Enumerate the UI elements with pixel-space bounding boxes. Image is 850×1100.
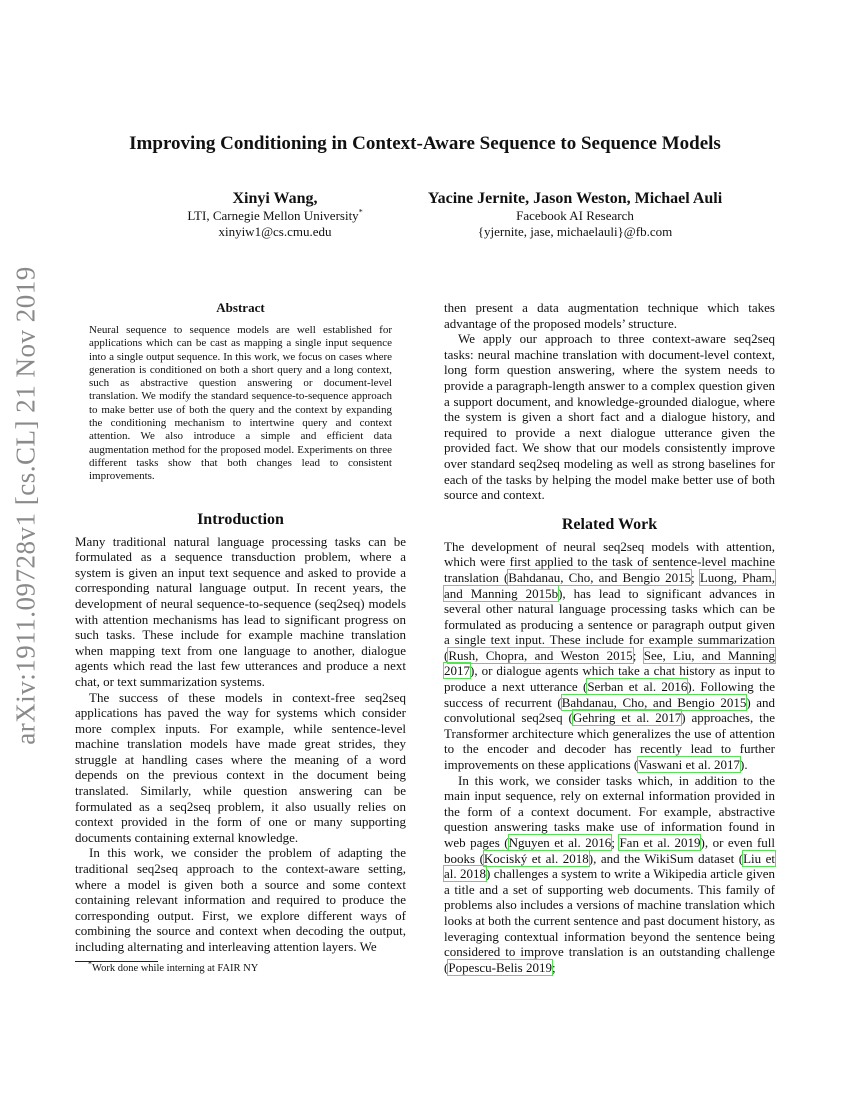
intro-paragraph-3: In this work, we consider the problem of adapting the traditional seq2seq approach to the context-aware setting, where a model is given both a source and some context containing relevant information and required to produce the corresponding output. First, we explore different ways of combining the source and context when decoding the output, including alternating and interleaving attention layers. We	[75, 845, 406, 954]
citation-link[interactable]: Gehring et al. 2017	[572, 710, 682, 726]
author-affiliation-1: LTI, Carnegie Mellon University*	[187, 207, 363, 223]
citation-link[interactable]: Rush, Chopra, and Weston 2015	[448, 647, 633, 663]
citation-link[interactable]: Popescu-Belis 2019	[448, 959, 552, 975]
citation-link[interactable]: Bahdanau, Cho, and Bengio 2015	[561, 694, 747, 710]
arxiv-identifier-text: arXiv:1911.09728v1 [cs.CL] 21 Nov 2019	[10, 265, 41, 745]
paragraph-text: In this work, we consider tasks which, in addition to the main input sequence, rely on external information provided in the form of a context document. For example, abstractive question answering tasks make use of information found in web pages (	[444, 772, 775, 850]
paragraph-text: ), or dialogue agents which take a chat history as input to produce a next utterance (	[444, 663, 775, 695]
paragraph-text: ). Following the success of recurrent (	[444, 679, 775, 710]
intro-paragraph-4: We apply our approach to three context-aware seq2seq tasks: neural machine translation with document-level context, long form question answering, where the system needs to provide a paragraph-length answer to a complex question given a support document, and knowledge-grounded dialogue, where the system is given a short fact and a dialogue history, and required to provide a next dialogue utterance given the provided fact. We show that our models consistently improve over standard seq2seq modeling as well as strong baselines for each of the tasks by helping the model make better use of both source and context.	[444, 331, 775, 503]
paragraph-text: ).	[740, 757, 748, 773]
paragraph-text: ;	[551, 959, 556, 975]
paragraph-text: ) challenges a system to write a Wikipedia article given a title and a set of supporting web documents. This family of problems also includes a versions of machine translation which looks at both the current sentence and past document history, as leveraging contextual information beyond the sentence being considered to improve translation is an outstanding challenge (	[444, 866, 775, 975]
author-email-1: xinyiw1@cs.cmu.edu	[218, 224, 332, 239]
footnote: *Work done while interning at FAIR NY	[88, 959, 259, 974]
paragraph-text: The development of neural seq2seq models with attention, which were first applied to the task of sentence-level machine translation (	[444, 538, 775, 585]
citation-link[interactable]: See, Liu, and Manning 2017	[444, 647, 775, 679]
arxiv-identifier-stamp	[4, 265, 48, 745]
citation-link[interactable]: Kociský et al. 2018	[483, 850, 589, 866]
paper-title: Improving Conditioning in Context-Aware Sequence to Sequence Models	[129, 133, 721, 154]
citation-link[interactable]: Serban et al. 2016	[587, 679, 688, 695]
citation-link[interactable]: Liu et al. 2018	[444, 850, 776, 882]
footnote-mark: *	[358, 207, 363, 217]
citation-link[interactable]: Bahdanau, Cho, and Bengio 2015	[508, 569, 692, 585]
footnote-text: Work done while interning at FAIR NY	[92, 963, 259, 974]
paragraph-text: ;	[632, 647, 644, 663]
paragraph-text: ;	[611, 835, 620, 850]
author-block-1	[130, 189, 420, 240]
paragraph-text: ;	[691, 569, 700, 585]
citation-link[interactable]: Luong, Pham, and Manning 2015b	[444, 569, 775, 601]
left-column	[75, 300, 406, 955]
abstract-heading: Abstract	[216, 300, 265, 315]
paragraph-text: ), has lead to significant advances in several other natural language processing tasks which can be formulated as producing a sentence or paragraph output given a single text input. These include for example summarization (	[444, 585, 775, 663]
related-work-paragraph-1	[444, 539, 775, 773]
author-block-2	[415, 189, 735, 240]
paragraph-text: ) approaches, the Transformer architecture which generalizes the use of attention to the encoder and decoder has recently lead to further improvements on these applications (	[444, 710, 775, 773]
paragraph-text: ), or even full books (	[444, 835, 776, 866]
author-name-2: Yacine Jernite, Jason Weston, Michael Auli	[427, 190, 723, 207]
related-work-heading: Related Work	[561, 515, 658, 533]
abstract-text: Neural sequence to sequence models are well established for applications which can be cast as mapping a single input sequence into a single output sequence. In this work, we focus on cases where generation is conditioned on both a short query and a long context, such as abstractive question answering or document-level translation. We modify the standard sequence-to-sequence approach to make better use of both the query and the context by expanding the conditioning mechanism to intertwine query and context attention. We also introduce a simple and efficient data augmentation method for the proposed model. Experiments on three different tasks show that both changes lead to consistent improvements.	[89, 324, 392, 483]
related-work-paragraph-2	[444, 773, 775, 976]
author-affiliation-2: Facebook AI Research	[516, 208, 634, 223]
paragraph-text: ), and the WikiSum dataset (	[588, 850, 744, 866]
paragraph-text: ) and convolutional seq2seq (	[444, 694, 775, 726]
right-column	[444, 300, 775, 975]
citation-link[interactable]: Fan et al. 2019	[619, 835, 701, 850]
citation-link[interactable]: Vaswani et al. 2017	[638, 757, 741, 773]
intro-paragraph-3-continued: then present a data augmentation technique which takes advantage of the proposed models’ structure.	[444, 300, 775, 331]
author-name-1: Xinyi Wang,	[232, 190, 318, 207]
intro-paragraph-1: Many traditional natural language processing tasks can be formulated as a sequence transduction problem, where a system is given an input text sequence and asked to provide a corresponding natural language output. In recent years, the development of neural sequence-to-sequence (seq2seq) models with attention mechanisms has lead to significant progress on such tasks. These include for example machine translation when mapping text from one language to another, dialogue agents which read the last few utterances and produce a next chat, or text summarization systems.	[75, 533, 406, 689]
introduction-heading: Introduction	[197, 510, 284, 528]
author-email-2: {yjernite, jase, michaelauli}@fb.com	[477, 224, 673, 239]
intro-paragraph-2: The success of these models in context-free seq2seq applications has paved the way for systems which consider more complex inputs. For example, while sentence-level machine translation models have made great strides, they struggle at handling cases where the meaning of a word depends on the previous context in the document being translated. Similarly, while question answering can be formulated as a seq2seq problem, it also usually relies on context provided in the form of one or many supporting documents containing external knowledge.	[75, 689, 406, 845]
citation-link[interactable]: Nguyen et al. 2016	[508, 835, 612, 850]
